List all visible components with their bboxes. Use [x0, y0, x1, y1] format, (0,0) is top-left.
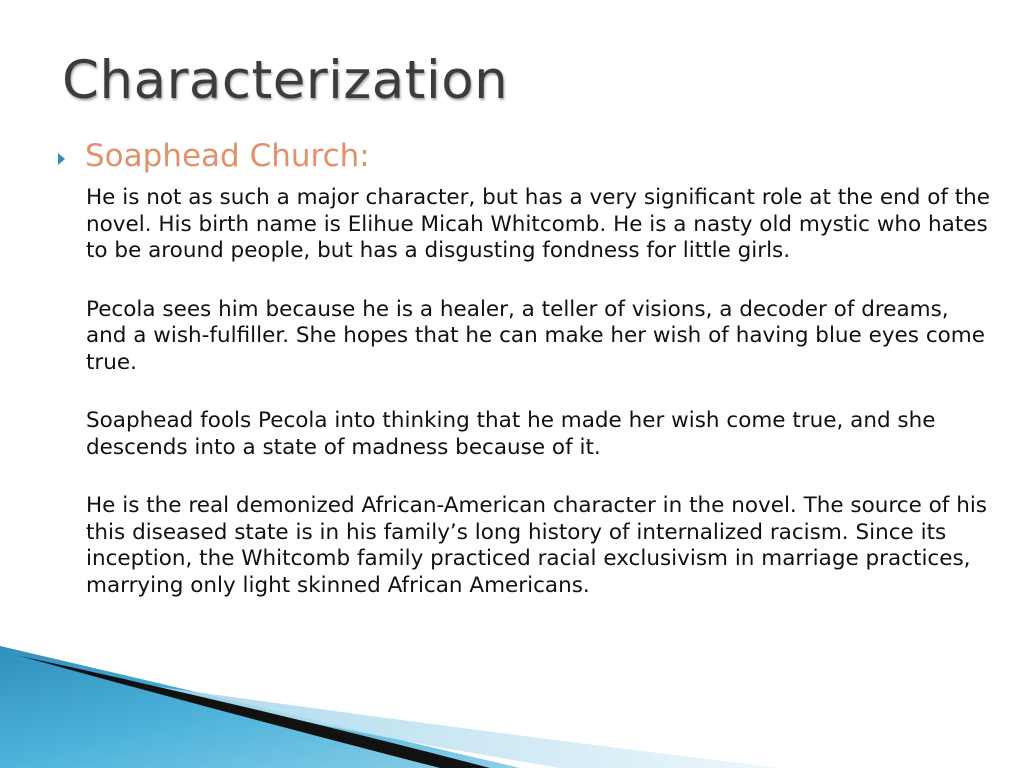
- decorative-swoosh: [0, 638, 1024, 768]
- slide-title: Characterization: [62, 50, 509, 111]
- bullet-item: [58, 138, 370, 175]
- bullet-subheading: Soaphead Church:: [85, 138, 370, 174]
- paragraph-intro: He is not as such a major character, but has a very significant role at the end of the novel. His birth name is Elihue Micah Whitcomb. He is a nasty old mystic who hates to be around people, but has a disgusting fondness for little girls.: [86, 185, 991, 263]
- triangle-right-icon: [58, 153, 65, 165]
- paragraph-pecola: Pecola sees him because he is a healer, a teller of visions, a decoder of dreams, and a wish-fulfiller. She hopes that he can make her wish of having blue eyes come true.: [86, 296, 985, 375]
- paragraph-madness: Soaphead fools Pecola into thinking that he made her wish come true, and she descends into a state of madness because of it.: [86, 408, 936, 460]
- paragraph-history: He is the real demonized African-American character in the novel. The source of his this diseased state is in his family’s long history of internalized racism. Since its inception, the Whitcomb family practiced racial exclusivism in marriage practices, marrying only light skinned African Americans.: [86, 493, 988, 598]
- body-text: [86, 185, 991, 599]
